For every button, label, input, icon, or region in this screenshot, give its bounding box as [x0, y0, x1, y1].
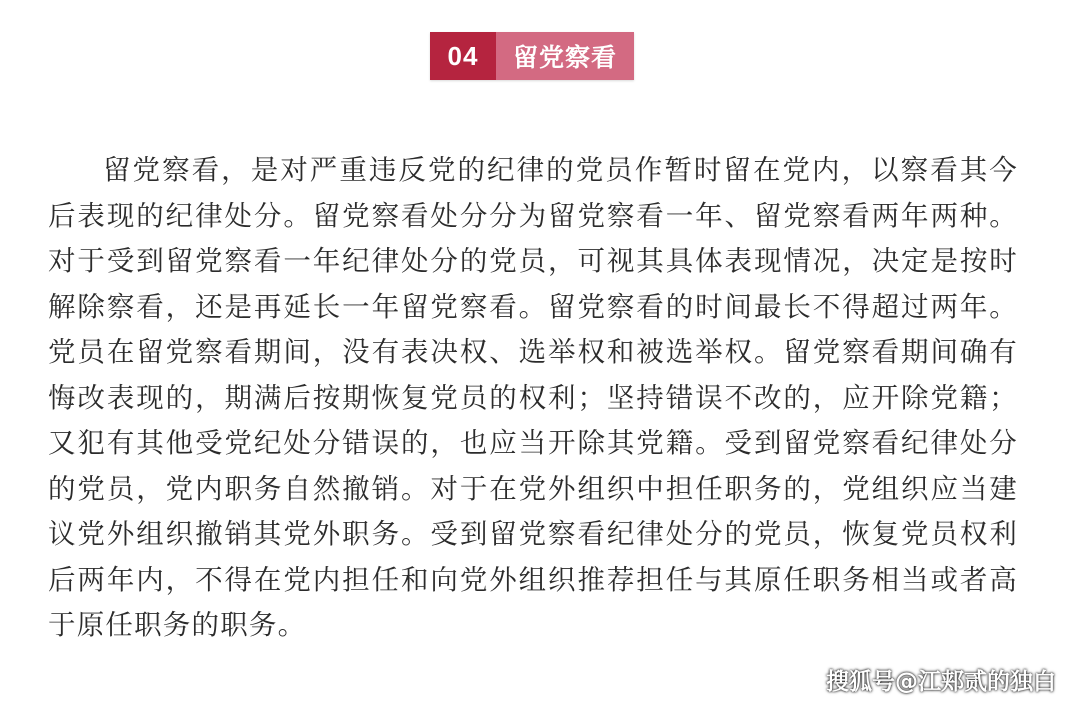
body-paragraph: 留党察看，是对严重违反党的纪律的党员作暂时留在党内，以察看其今后表现的纪律处分。留党察看处分分为留党察看一年、留党察看两年两种。对于受到留党察看一年纪律处分的党员，可视其具体表现情况，决定是按时解除察看，还是再延长一年留党察看。留党察看的时间最长不得超过两年。党员在留党察看期间，没有表决权、选举权和被选举权。留党察看期间确有悔改表现的，期满后按期恢复党员的权利；坚持错误不改的，应开除党籍；又犯有其他受党纪处分错误的，也应当开除其党籍。受到留党察看纪律处分的党员，党内职务自然撤销。对于在党外组织中担任职务的，党组织应当建议党外组织撤销其党外职务。受到留党察看纪律处分的党员，恢复党员权利后两年内，不得在党内担任和向党外组织推荐担任与其原任职务相当或者高于原任职务的职务。 — [48, 154, 1018, 641]
watermark-text: 搜狐号@江郏贰的独白 — [826, 669, 1056, 695]
section-badge — [430, 32, 634, 80]
section-number: 04 — [430, 32, 496, 80]
section-title: 留党察看 — [496, 32, 634, 80]
